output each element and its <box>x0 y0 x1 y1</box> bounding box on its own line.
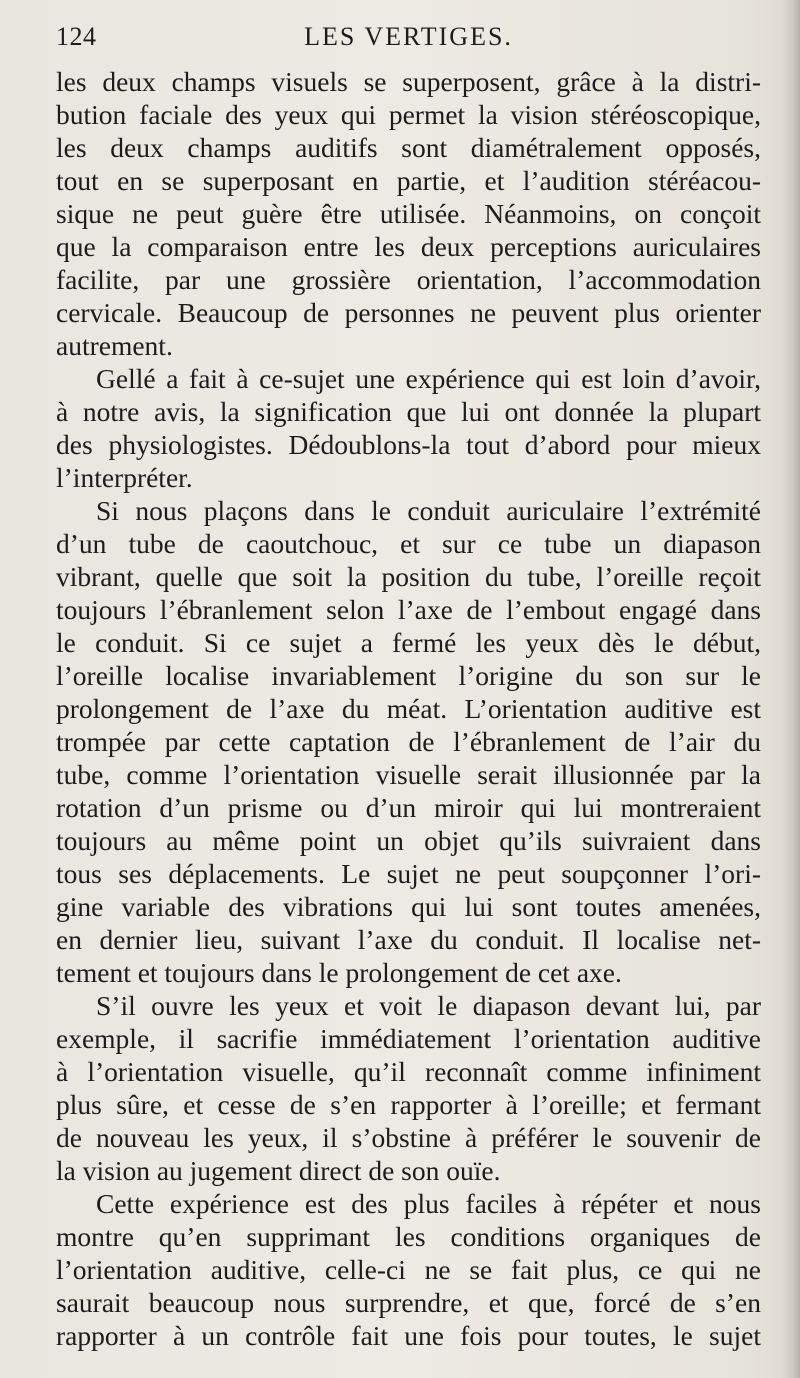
text-line: gine variable des vibrations qui lui sont toutes amenées, <box>56 891 761 922</box>
text-line: montre qu’en supprimant les conditions organiques de <box>56 1221 761 1252</box>
text-line: en dernier lieu, suivant l’axe du conduit. Il localise net- <box>56 924 761 955</box>
text-line: Cette expérience est des plus faciles à répéter et nous <box>96 1188 761 1219</box>
text-line: bution faciale des yeux qui permet la vision stéréoscopique, <box>56 99 761 130</box>
text-line: Si nous plaçons dans le conduit auriculaire l’extrémité <box>96 495 761 526</box>
body-text <box>56 65 761 1352</box>
text-line: sique ne peut guère être utilisée. Néanmoins, on conçoit <box>56 198 761 229</box>
text-line: des physiologistes. Dédoublons-la tout d’abord pour mieux <box>56 429 761 460</box>
text-line: que la comparaison entre les deux perceptions auriculaires <box>56 231 761 262</box>
text-line: l’orientation auditive, celle-ci ne se fait plus, ce qui ne <box>56 1254 761 1285</box>
text-line: rapporter à un contrôle fait une fois pour toutes, le sujet <box>56 1320 761 1351</box>
text-line: à l’orientation visuelle, qu’il reconnaît comme infiniment <box>56 1056 761 1087</box>
text-line: les deux champs auditifs sont diamétralement opposés, <box>56 132 761 163</box>
text-line: de nouveau les yeux, il s’obstine à préférer le souvenir de <box>56 1122 761 1153</box>
text-line: tube, comme l’orientation visuelle serait illusionnée par la <box>56 759 761 790</box>
text-line: facilite, par une grossière orientation, l’accommodation <box>56 264 761 295</box>
text-line: le conduit. Si ce sujet a fermé les yeux dès le début, <box>56 627 761 658</box>
text-line: plus sûre, et cesse de s’en rapporter à l’oreille; et fermant <box>56 1089 761 1120</box>
text-line: exemple, il sacrifie immédiatement l’orientation auditive <box>56 1023 761 1054</box>
text-line: toujours l’ébranlement selon l’axe de l’embout engagé dans <box>56 594 761 625</box>
text-line: tement et toujours dans le prolongement de cet axe. <box>56 957 622 988</box>
text-line: l’oreille localise invariablement l’origine du son sur le <box>56 660 761 691</box>
text-line: cervicale. Beaucoup de personnes ne peuvent plus orienter <box>56 297 761 328</box>
text-line: la vision au jugement direct de son ouïe. <box>56 1155 501 1186</box>
text-line: tout en se superposant en partie, et l’audition stéréacou- <box>56 165 761 196</box>
running-head: LES VERTIGES. <box>304 22 513 51</box>
text-line: d’un tube de caoutchouc, et sur ce tube un diapason <box>56 528 761 559</box>
page-edge-shadow <box>782 0 800 1378</box>
text-line: Gellé a fait à ce-sujet une expérience qui est loin d’avoir, <box>96 363 761 394</box>
page-number: 124 <box>56 22 97 51</box>
text-line: S’il ouvre les yeux et voit le diapason devant lui, par <box>96 990 761 1021</box>
text-line: à notre avis, la signification que lui ont donnée la plupart <box>56 396 761 427</box>
text-line: rotation d’un prisme ou d’un miroir qui lui montreraient <box>56 792 761 823</box>
page-header <box>56 22 761 54</box>
text-line: les deux champs visuels se superposent, grâce à la distri- <box>56 66 761 97</box>
text-line: trompée par cette captation de l’ébranlement de l’air du <box>56 726 761 757</box>
text-line: tous ses déplacements. Le sujet ne peut soupçonner l’ori- <box>56 858 761 889</box>
text-line: vibrant, quelle que soit la position du tube, l’oreille reçoit <box>56 561 761 592</box>
text-line: autrement. <box>56 330 173 361</box>
text-line: toujours au même point un objet qu’ils suivraient dans <box>56 825 761 856</box>
text-line: saurait beaucoup nous surprendre, et que, forcé de s’en <box>56 1287 761 1318</box>
text-line: prolongement de l’axe du méat. L’orientation auditive est <box>56 693 761 724</box>
text-line: l’interpréter. <box>56 462 193 493</box>
